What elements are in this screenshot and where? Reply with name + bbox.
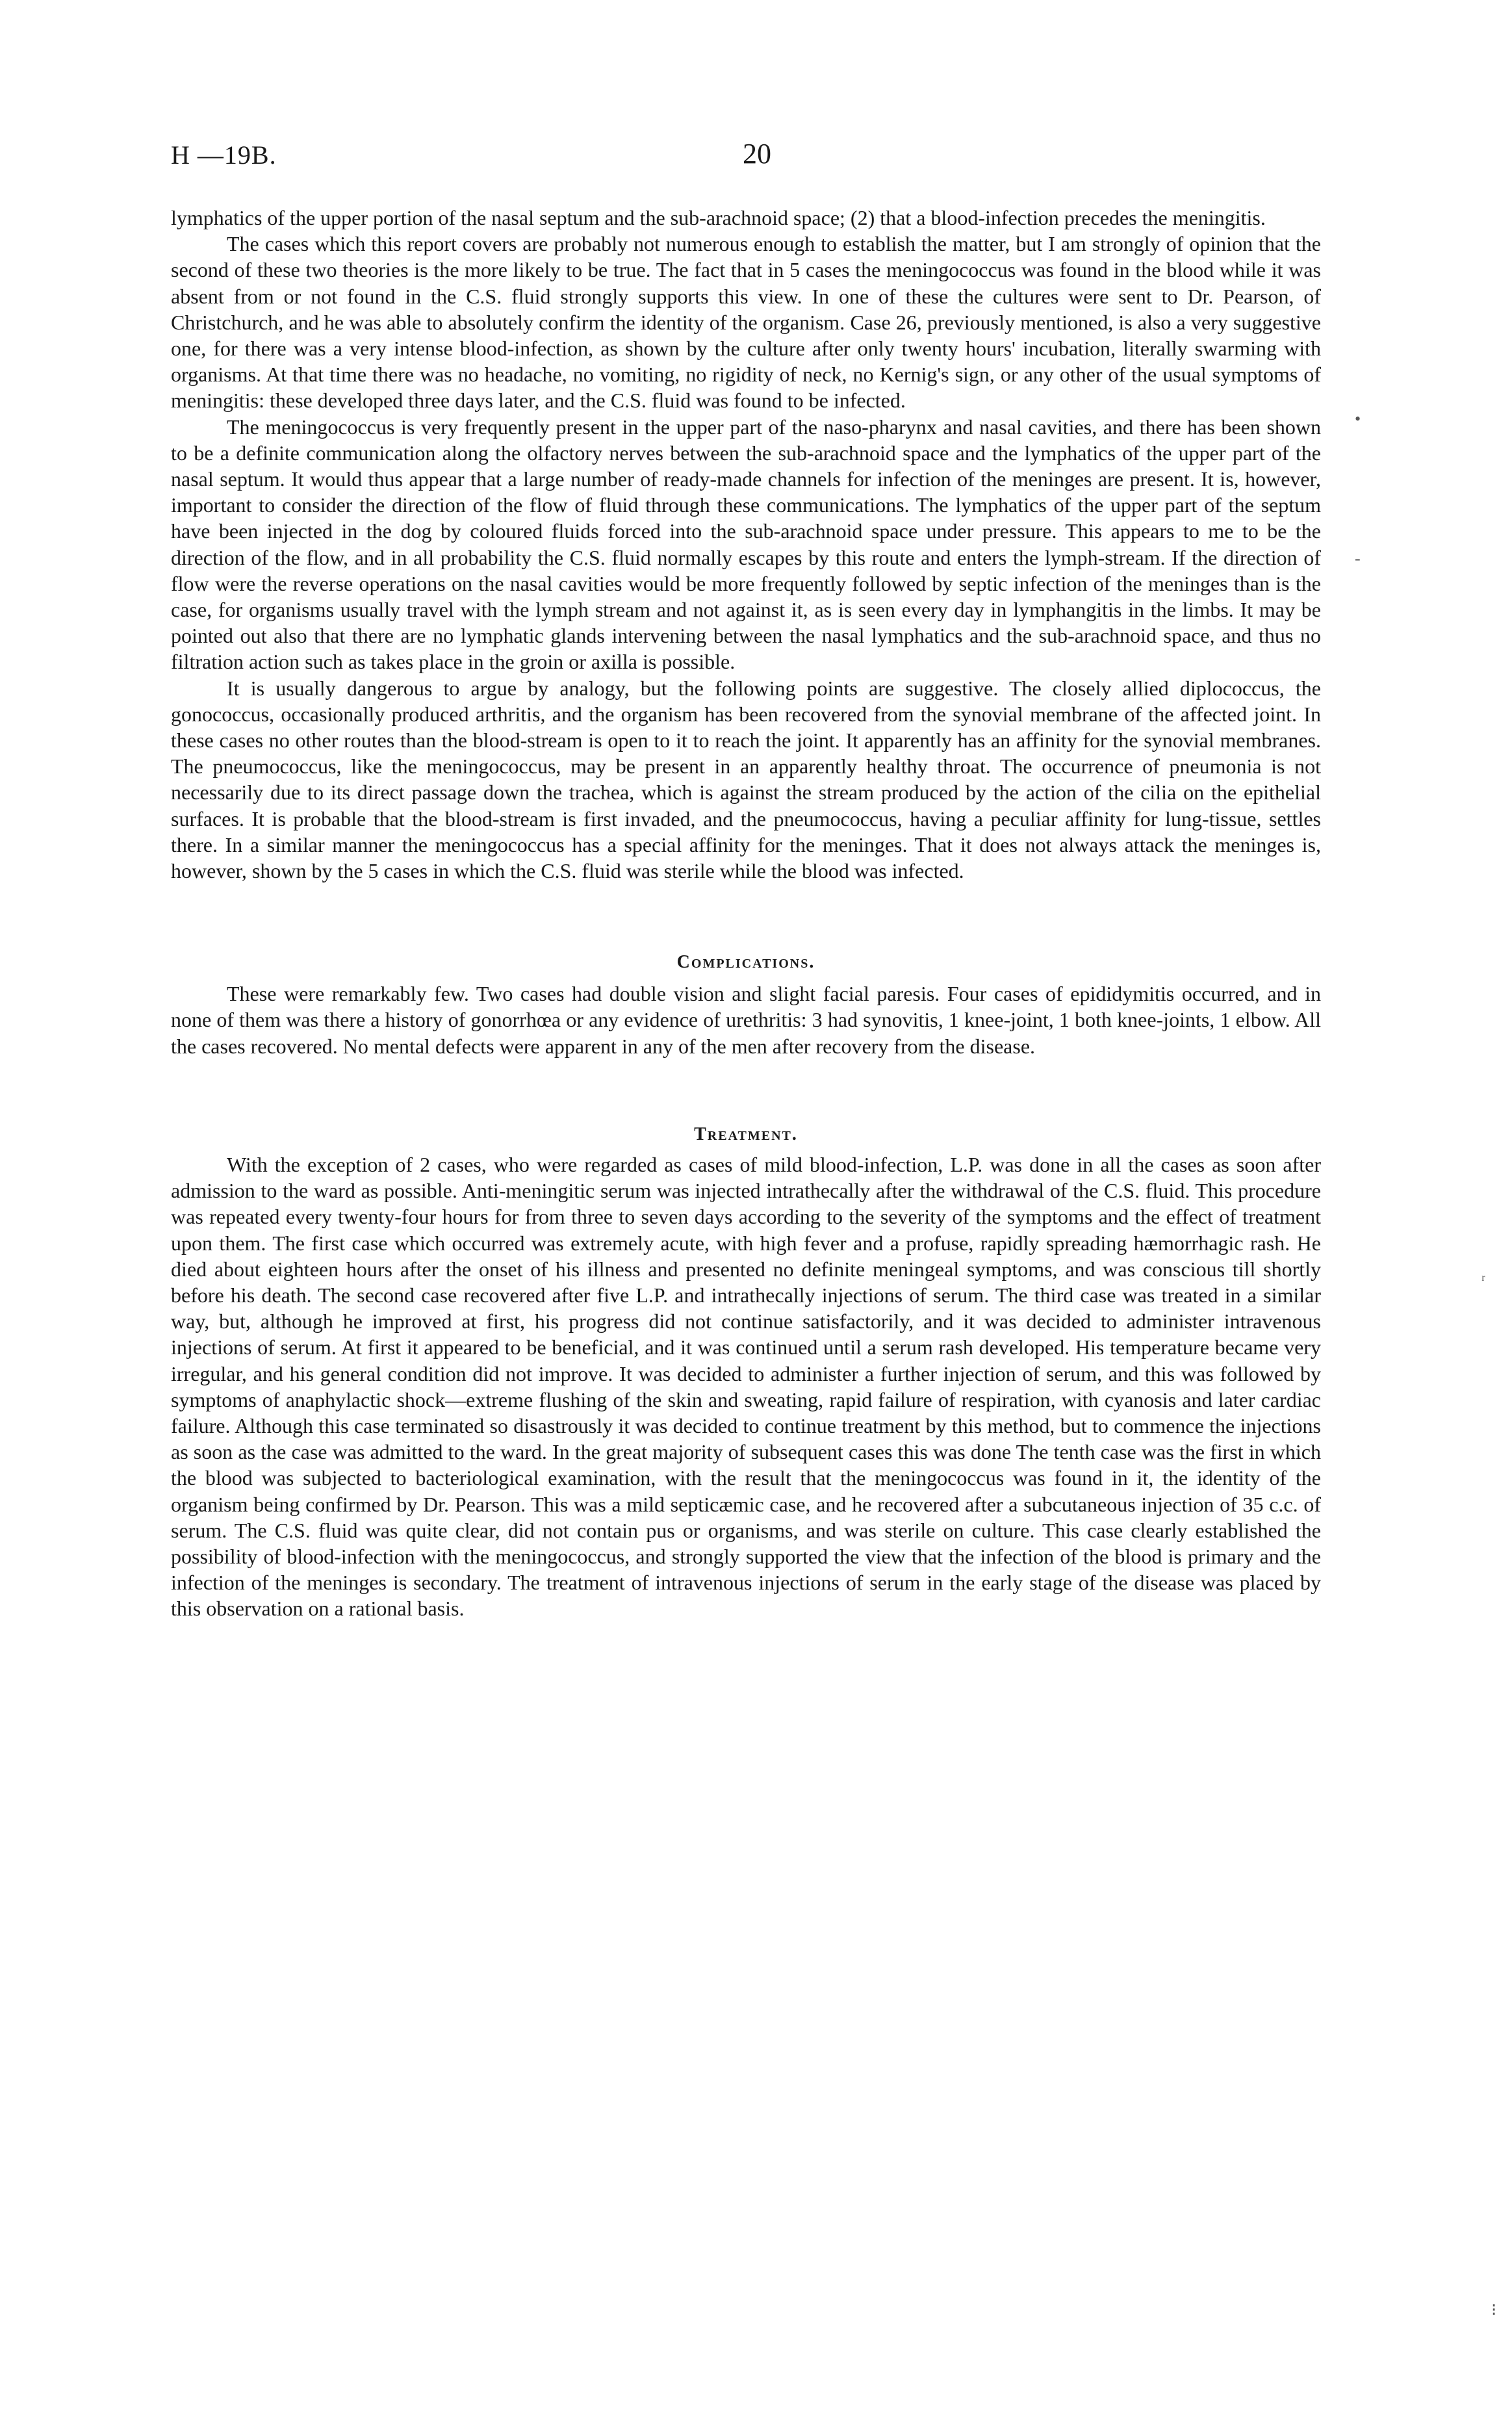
paragraph-continuation: lymphatics of the upper portion of the nasal septum and the sub-arachnoid space; (2) that a blood-infection precedes the meningitis.	[171, 206, 1266, 229]
paragraph-analogy: It is usually dangerous to argue by analogy, but the following points are suggestive. The closely allied diplococcus, the gonococcus, occasionally produced arthritis, and the organism has been recovered from the synovial membrane of the affected joint. In these cases no other routes than the blood-stream is open to it to reach the joint. It apparently has an affinity for the synovial membranes. The pneumococcus, like the meningococcus, may be present in an apparently healthy throat. The occurrence of pneumonia is not necessarily due to its direct passage down the trachea, which is against the stream produced by the action of the cilia on the epithelial surfaces. It is probable that the blood-stream is first invaded, and the pneumococcus, having a peculiar affinity for lung-tissue, settles there. In a similar manner the meningococcus has a special affinity for the meninges. That it does not always attack the meninges is, however, shown by the 5 cases in which the C.S. fluid was sterile while the blood was infected.	[171, 676, 1321, 883]
paragraph-lymphatics: The meningococcus is very frequently present in the upper part of the naso-pharynx and nasal cavities, and there has been shown to be a definite communication along the olfactory nerves between the sub-arachnoid space and the lymphatics of the upper part of the nasal septum. It would thus appear that a large number of ready-made channels for infection of the meninges are present. It is, however, important to consider the direction of the flow of fluid through these communications. The lymphatics of the upper part of the septum have been injected in the dog by coloured fluids forced into the sub-arachnoid space under pressure. This appears to me to be the direction of the flow, and in all probability the C.S. fluid normally escapes by this route and enters the lymph-stream. If the direction of flow were the reverse operations on the nasal cavities would be more frequently followed by septic infection of the meninges than is the case, for organisms usually travel with the lymph stream and not against it, as is seen every day in lymphangitis in the limbs. It may be pointed out also that there are no lymphatic glands intervening between the nasal lymphatics and the sub-arachnoid space, and thus no filtration action such as takes place in the groin or axilla is possible.	[171, 415, 1321, 674]
margin-edge-mark: ⁝	[1491, 2300, 1497, 2319]
margin-tick-mark: ʳ	[1481, 1270, 1485, 1289]
margin-dash-mark: -	[1355, 549, 1361, 568]
body-text	[171, 205, 1321, 1622]
paragraph-theories: The cases which this report covers are probably not numerous enough to establish the matter, but I am strongly of opinion that the second of these two theories is the more likely to be true. The fact that in 5 cases the meningococcus was found in the blood while it was absent from or not found in the C.S. fluid strongly supports this view. In one of these the cultures were sent to Dr. Pearson, of Christchurch, and he was able to absolutely confirm the identity of the organism. Case 26, previously mentioned, is also a very suggestive one, for there was a very intense blood-infection, as shown by the culture after only twenty hours' incubation, literally swarming with organisms. At that time there was no headache, no vomiting, no rigidity of neck, no Kernig's sign, or any other of the usual symptoms of meningitis: these developed three days later, and the C.S. fluid was found to be infected.	[171, 232, 1321, 413]
page-number: 20	[743, 138, 771, 170]
treatment-paragraph: With the exception of 2 cases, who were regarded as cases of mild blood-infection, L.P. was done in all the cases as soon after admission to the ward as possible. Anti-meningitic serum was injected intrathecally after the withdrawal of the C.S. fluid. This procedure was repeated every twenty-four hours for from three to seven days according to the severity of the symptoms and the effect of treatment upon them. The first case which occurred was extremely acute, with high fever and a profuse, rapidly spreading hæmorrhagic rash. He died about eighteen hours after the onset of his illness and presented no definite meningeal symptoms, and was conscious till shortly before his death. The second case recovered after five L.P. and intrathecally injections of serum. The third case was treated in a similar way, but, although he improved at first, his progress did not continue satisfactorily, and it was decided to administer intravenous injections of serum. At first it appeared to be beneficial, and it was continued until a serum rash developed. His temperature became very irregular, and his general condition did not improve. It was decided to administer a further injection of serum, and this was followed by symptoms of anaphylactic shock—extreme flushing of the skin and sweating, rapid failure of respiration, with cyanosis and later cardiac failure. Although this case terminated so disastrously it was decided to continue treatment by this method, but to commence the injections as soon as the case was admitted to the ward. In the great majority of subsequent cases this was done The tenth case was the first in which the blood was subjected to bacteriological examination, with the result that the meningococcus was found in it, the identity of the organism being confirmed by Dr. Pearson. This was a mild septicæmic case, and he recovered after a subcutaneous injection of 35 c.c. of serum. The C.S. fluid was quite clear, did not contain pus or organisms, and was sterile on culture. This case clearly established the possibility of blood-infection with the meningococcus, and strongly supported the view that the infection of the blood is primary and the infection of the meninges is secondary. The treatment of intravenous injections of serum in the early stage of the disease was placed by this observation on a rational basis.	[171, 1152, 1321, 1621]
margin-dot-mark: •	[1355, 409, 1361, 428]
page-header	[171, 133, 1321, 172]
document-reference: H —19B.	[171, 140, 277, 170]
complications-heading: Complications.	[676, 952, 815, 973]
treatment-heading: Treatment.	[694, 1124, 798, 1144]
complications-paragraph: These were remarkably few. Two cases had double vision and slight facial paresis. Four cases of epididymitis occurred, and in none of them was there a history of gonorrhœa or any evidence of urethritis: 3 had synovitis, 1 knee-joint, 1 both knee-joints, 1 elbow. All the cases recovered. No mental defects were apparent in any of the men after recovery from the disease.	[171, 982, 1321, 1058]
document-page	[171, 133, 1321, 1622]
